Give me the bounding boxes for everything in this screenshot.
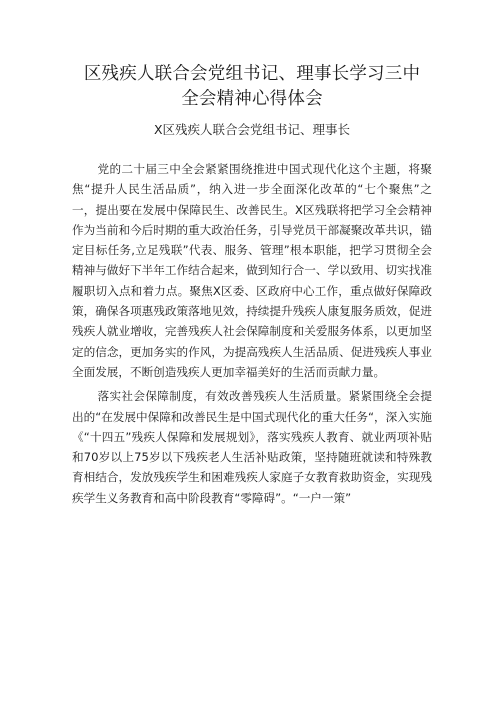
author-line: X区残疾人联合会党组书记、理事长 [153, 122, 351, 137]
title-line-2: 全会精神心得体会 [181, 89, 323, 109]
paragraph-1: 党的二十届三中全会紧紧围绕推进中国式现代化这个主题，将聚焦“提升人民生活品质”，纳入进一步全面深化改革的“七个聚焦”之一，提出要在发展中保障民生、改善民生。X区残联将把学习全会精神作为当前和今后时期的重大政治任务，引导党员干部凝聚改革共识，锚定目标任务,立足残联”代表、服务、管理”根本职能，把学习贯彻全会精神与做好下半年工作结合起来，做到知行合一、学以致用、切实找准履职切入点和着力点。聚焦X区委、区政府中心工作，重点做好保障政策，确保各项惠残政策落地见效，持续提升残疾人康复服务质效，促进残疾人就业增收，完善残疾人社会保障制度和关爱服务体系，以更加坚定的信念，更加务实的作风，为提高残疾人生活品质、促进残疾人事业全面发展，不断创造残疾人更加幸福美好的生活而贡献力量。 [72, 162, 432, 379]
title-line-1: 区残疾人联合会党组书记、理事长学习三中 [83, 64, 421, 84]
paragraph-2: 落实社会保障制度，有效改善残疾人生活质量。紧紧围绕全会提出的“在发展中保障和改善民生是中国式现代化的重大任务“，深入实施《“十四五”残疾人保障和发展规划》，落实残疾人教育、就业两项补贴和70岁以上75岁以下残疾老人生活补贴政策，坚持随班就读和特殊教育相结合，发放残疾学生和困难残疾人家庭子女教育救助资金，实现残疾学生义务教育和高中阶段教育“零障碍”。“一户一策” [72, 389, 432, 505]
document-title [72, 62, 432, 112]
document-body [72, 159, 432, 508]
